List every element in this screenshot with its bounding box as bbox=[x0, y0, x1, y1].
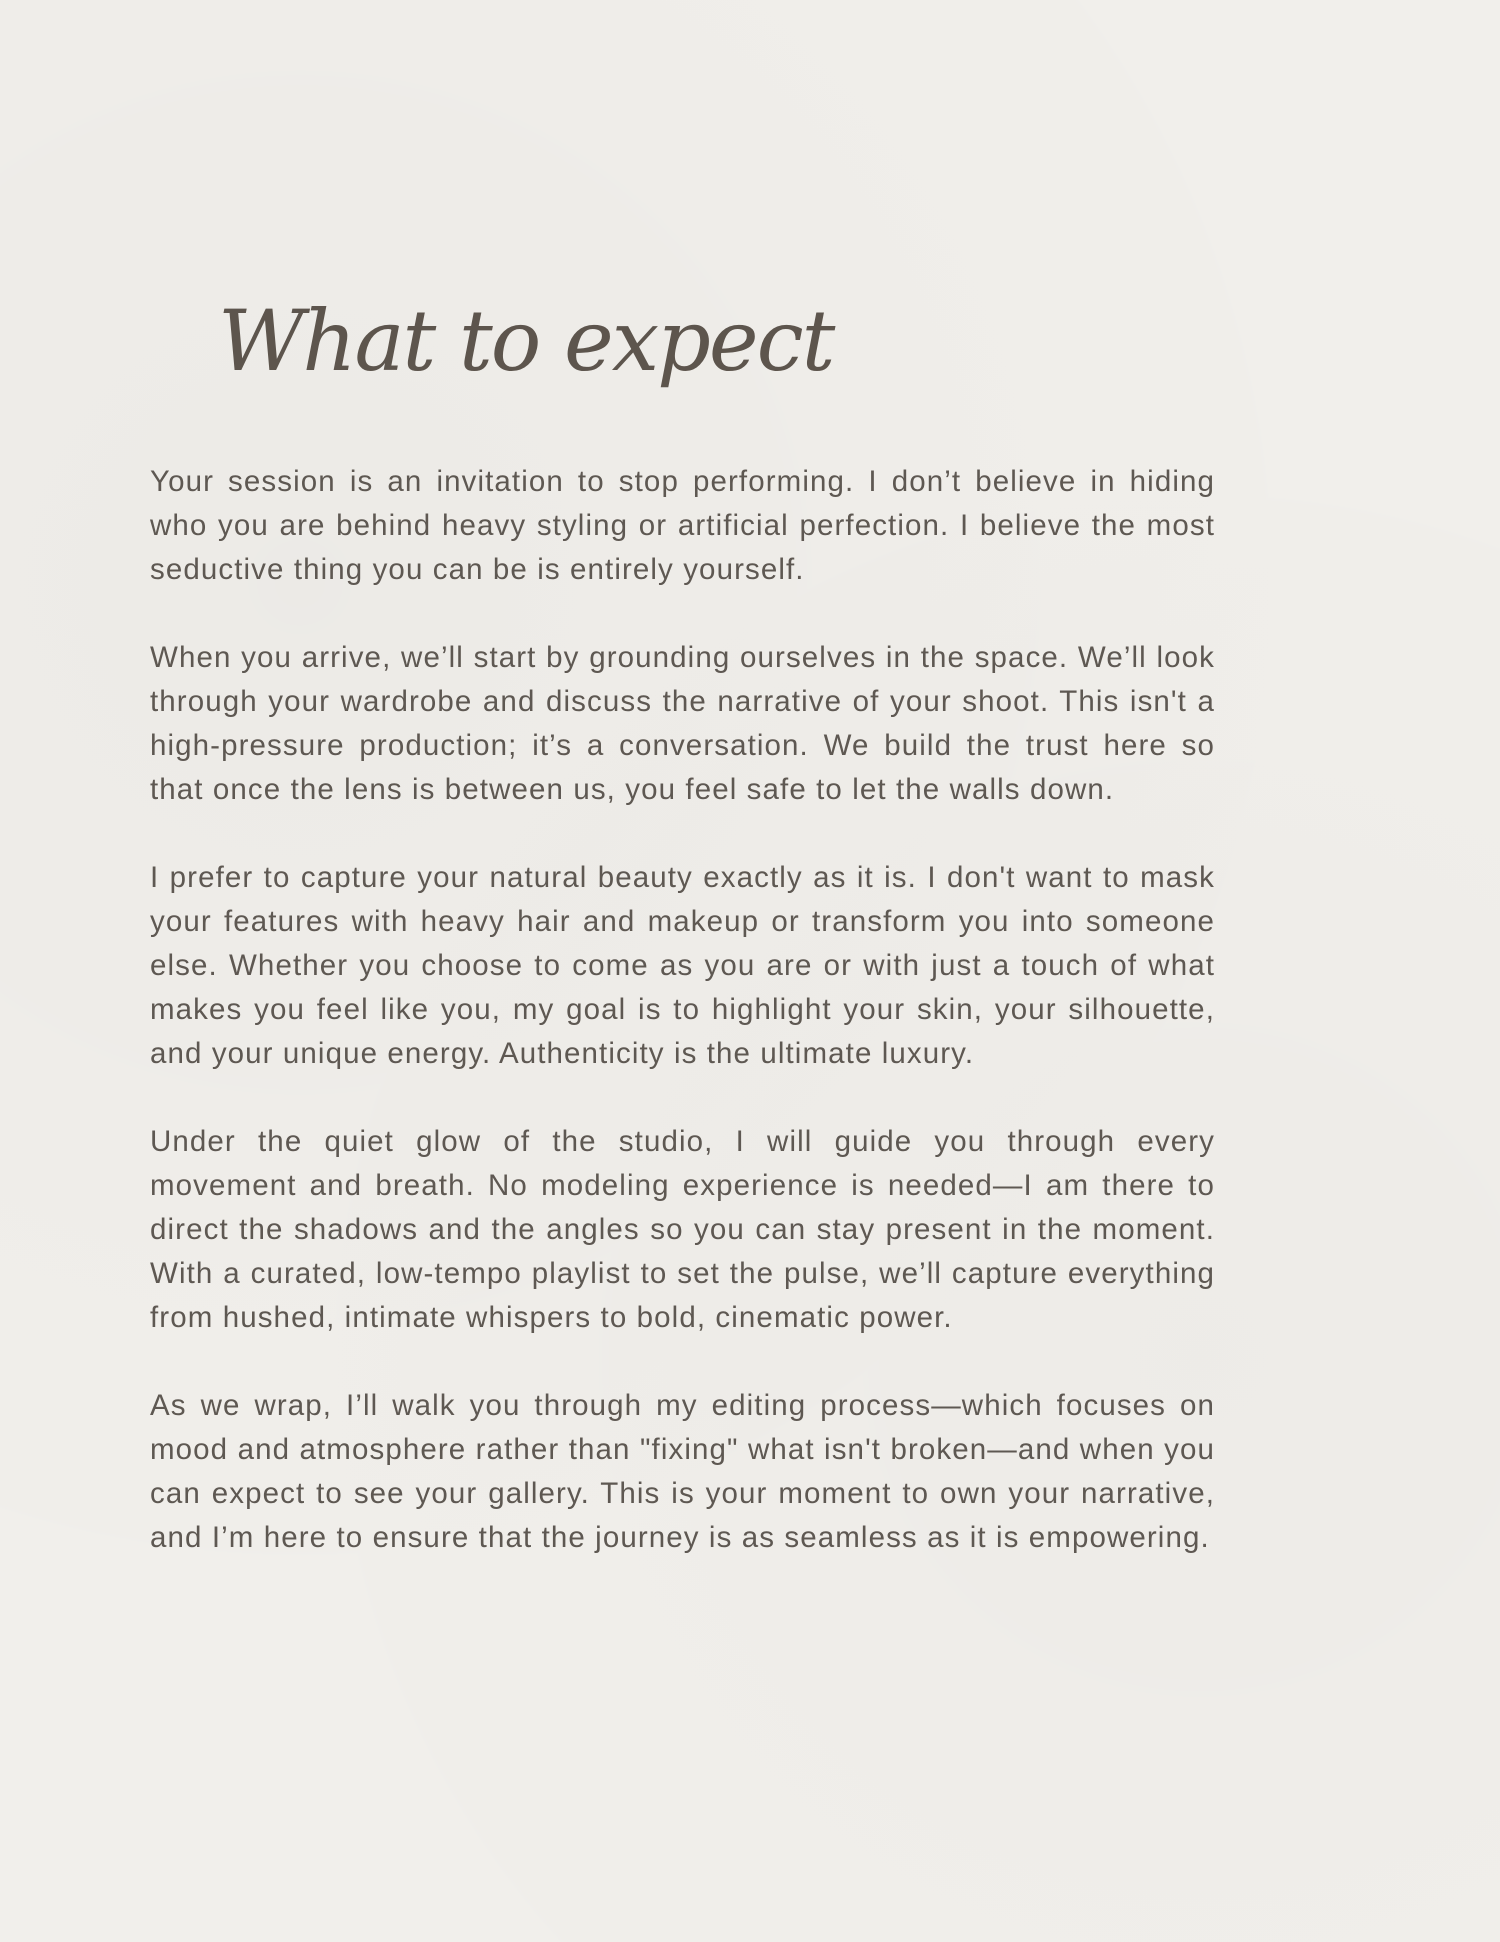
paragraph-wrap-up: As we wrap, I’ll walk you through my editing process—which focuses on mood and atmosphere rather than "fixing" what isn't broken—and when you can expect to see your gallery. This is your moment to own your narrative, and I’m here to ensure that the journey is as seamless as it is empowering. bbox=[150, 1389, 1215, 1554]
body-text bbox=[150, 460, 1215, 1604]
paragraph-guidance: Under the quiet glow of the studio, I will guide you through every movement and breath. No modeling experience is needed—I am there to direct the shadows and the angles so you can stay present in the moment. With a curated, low-tempo playlist to set the pulse, we’ll capture everything from hushed, intimate whispers to bold, cinematic power. bbox=[150, 1125, 1215, 1334]
paragraph-arrival: When you arrive, we’ll start by grounding ourselves in the space. We’ll look through your wardrobe and discuss the narrative of your shoot. This isn't a high-pressure production; it’s a conversation. We build the trust here so that once the lens is between us, you feel safe to let the walls down. bbox=[150, 641, 1215, 806]
paragraph-intro: Your session is an invitation to stop performing. I don’t believe in hiding who you are behind heavy styling or artificial perfection. I believe the most seductive thing you can be is entirely yourself. bbox=[150, 465, 1215, 586]
page-title: What to expect bbox=[218, 292, 834, 390]
paragraph-natural-beauty: I prefer to capture your natural beauty exactly as it is. I don't want to mask your features with heavy hair and makeup or transform you into someone else. Whether you choose to come as you are or with just a touch of what makes you feel like you, my goal is to highlight your skin, your silhouette, and your unique energy. Authenticity is the ultimate luxury. bbox=[150, 861, 1215, 1070]
